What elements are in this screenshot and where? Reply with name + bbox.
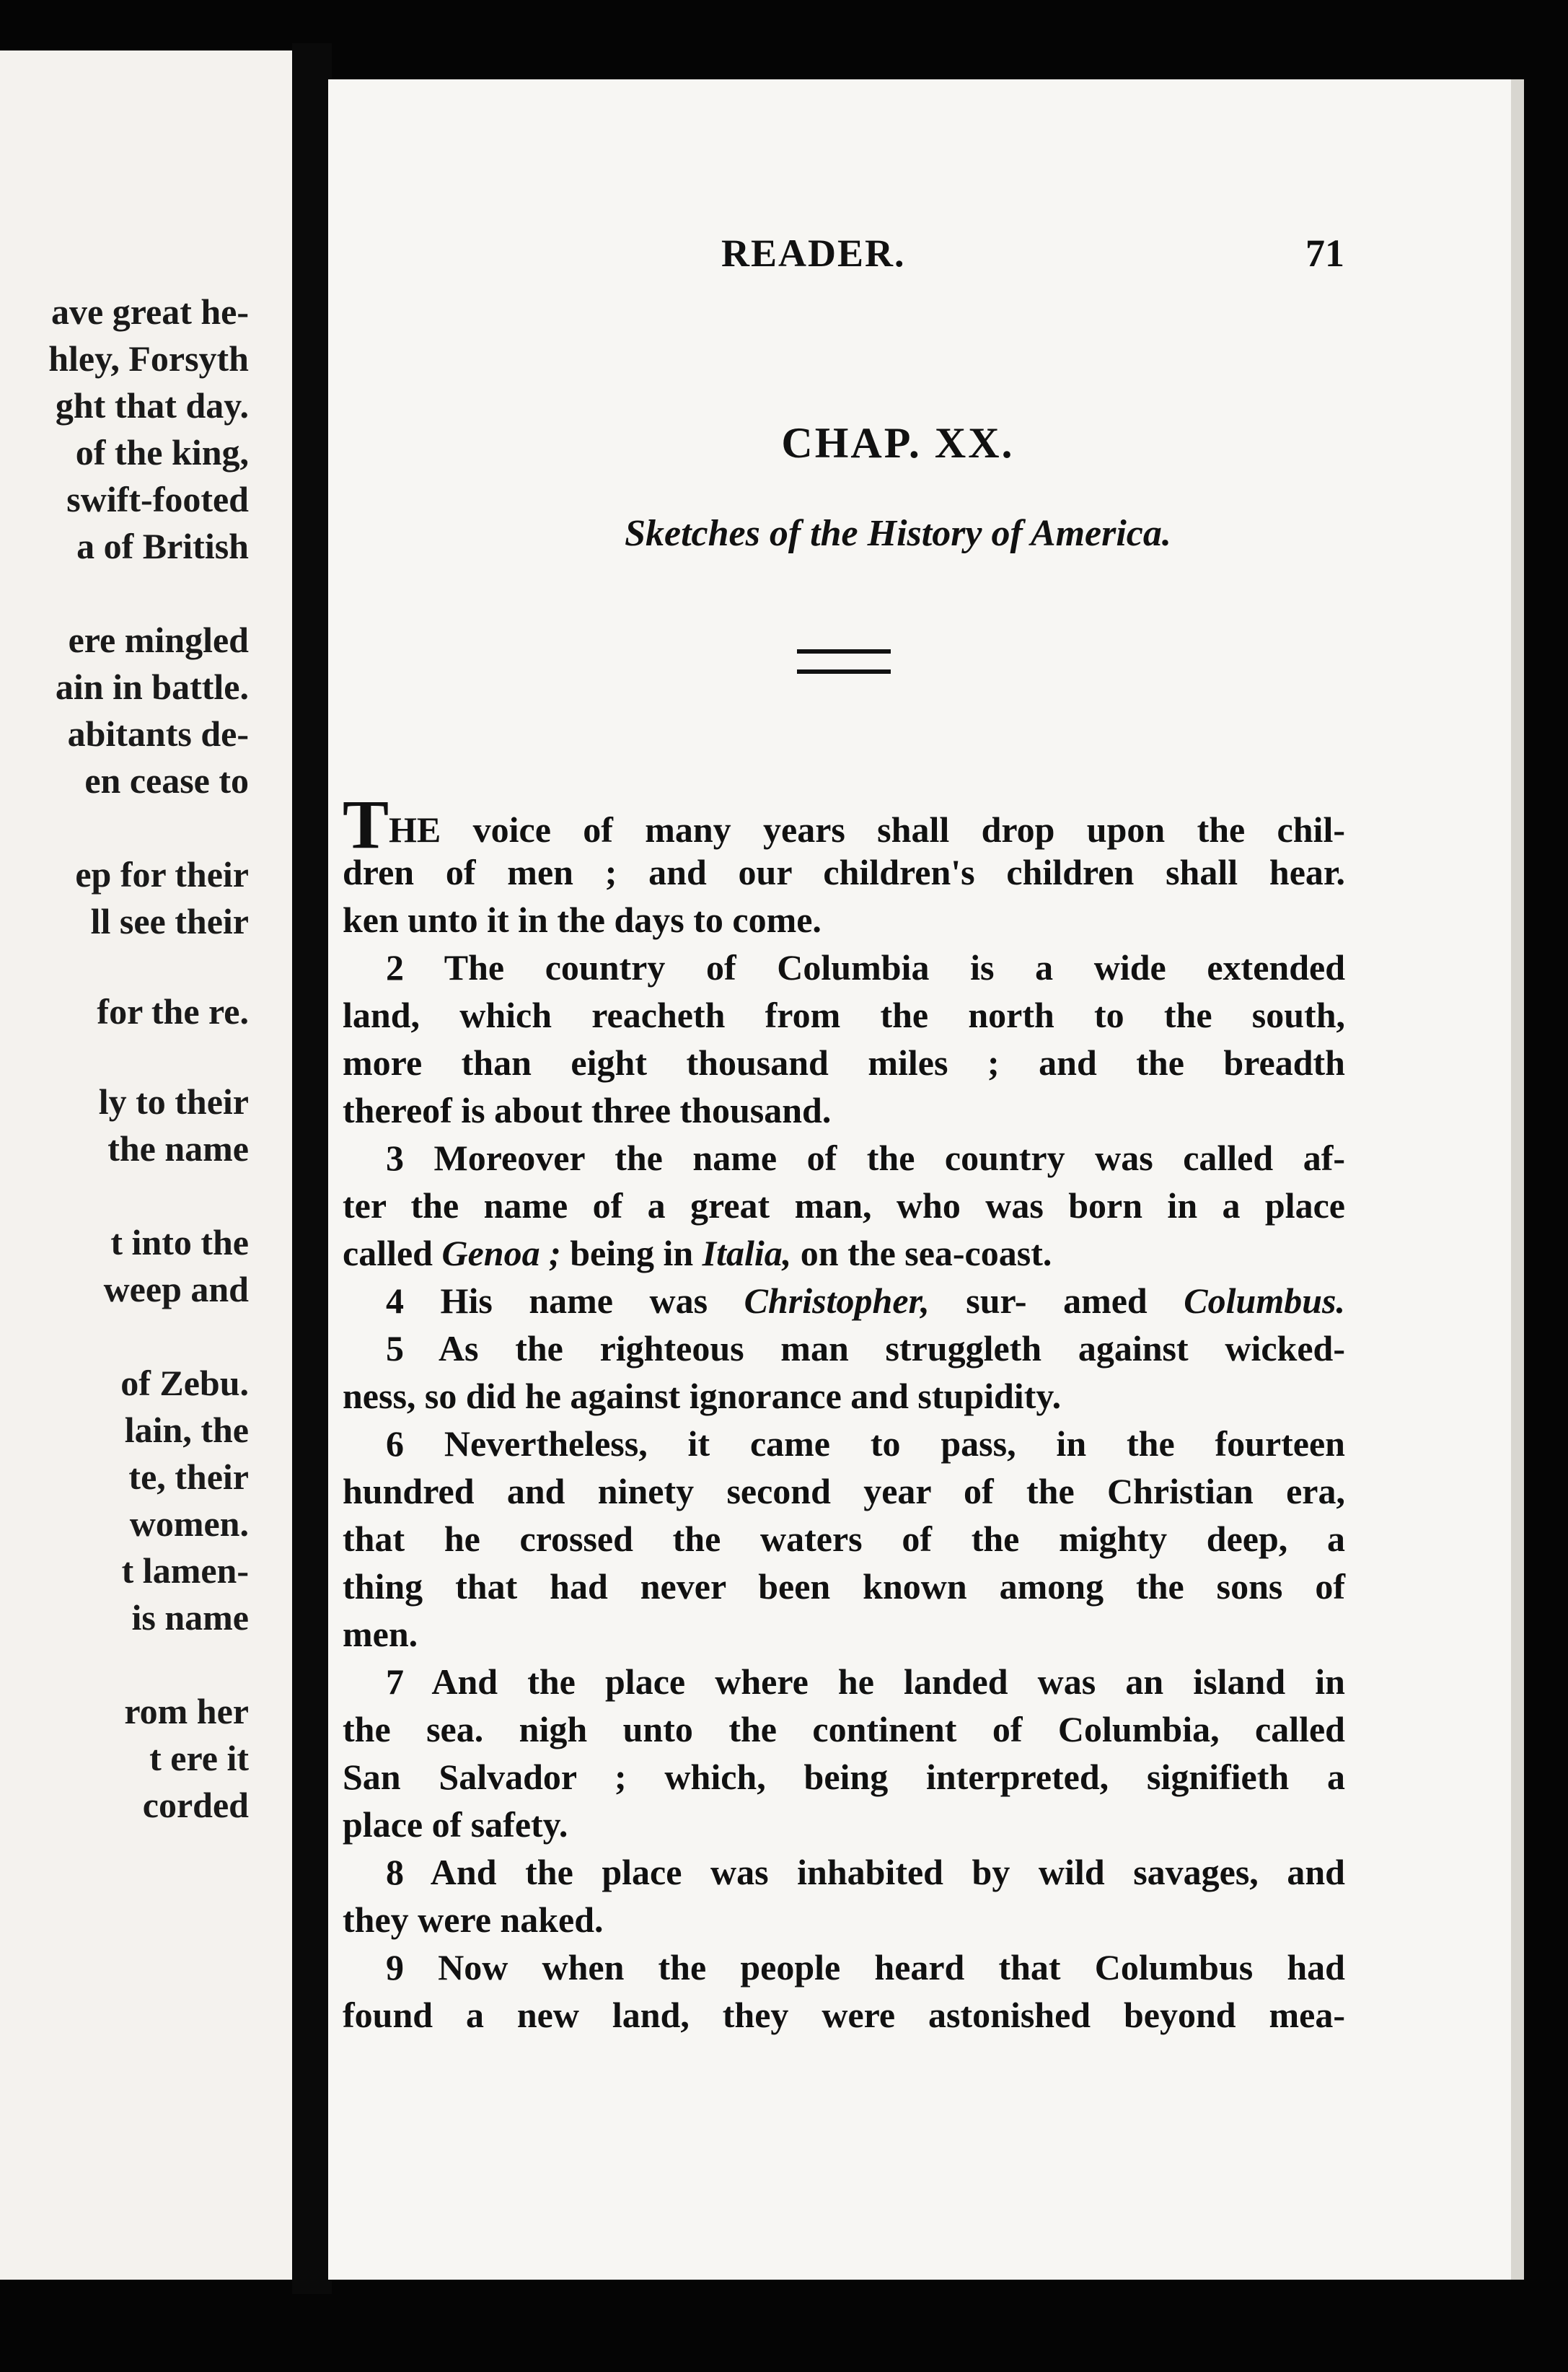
body-line [343, 944, 1345, 991]
body-line [343, 1039, 1345, 1086]
chapter-subtitle: Sketches of the History of America. [625, 513, 1171, 554]
body-line [343, 1753, 1345, 1801]
body-line-text: San Salvador ; which, being interpreted, signifieth a [343, 1757, 1345, 1797]
body-line-text: 9 Now when the people heard that Columbus had [386, 1947, 1345, 1987]
left-page-line: hley, Forsyth [48, 338, 249, 379]
italic-term: Columbus. [1184, 1281, 1345, 1321]
body-line-text: land, which reacheth from the north to the south, [343, 995, 1345, 1035]
body-line-text: thing that had never been known among the sons of [343, 1566, 1345, 1607]
left-page-line: ll see their [90, 901, 249, 941]
left-page-line: a of British [76, 526, 249, 566]
left-page-line: is name [131, 1597, 249, 1638]
left-page-line: rom her [124, 1691, 249, 1731]
body-line [343, 1372, 1345, 1420]
italic-term: Christopher, [744, 1281, 930, 1321]
body-line-text: ken unto it in the days to come. [343, 900, 822, 940]
left-page-line: ly to their [98, 1081, 249, 1122]
left-page-line: women. [129, 1503, 249, 1544]
left-page-line: te, their [128, 1457, 249, 1497]
body-line [343, 1801, 1345, 1848]
left-page-line: of Zebu. [120, 1363, 249, 1403]
body-line-text: they were naked. [343, 1899, 604, 1940]
left-page-line: weep and [103, 1269, 249, 1309]
body-line [343, 1563, 1345, 1610]
body-line-text: ter the name of a great man, who was born in a place [343, 1185, 1345, 1226]
ornamental-rule [797, 649, 891, 674]
body-line-text: the sea. nigh unto the continent of Columbia, called [343, 1709, 1345, 1749]
body-line [343, 786, 1345, 863]
left-page-line: t lamen- [121, 1550, 249, 1591]
left-page-line: t ere it [149, 1738, 249, 1778]
body-line [343, 896, 1345, 944]
left-page-line: lain, the [124, 1410, 249, 1450]
body-line-text: men. [343, 1614, 418, 1654]
body-line [343, 1420, 1345, 1467]
chapter-title: CHAP. XX. [781, 419, 1015, 467]
body-line [343, 1705, 1345, 1753]
body-line-text: sur- amed [929, 1281, 1184, 1321]
body-line [343, 1325, 1345, 1372]
body-line [343, 1182, 1345, 1229]
body-line-text: found a new land, they were astonished beyond mea- [343, 1995, 1345, 2035]
body-line-text: 5 As the righteous man struggleth against wicked- [386, 1328, 1345, 1369]
body-line [343, 991, 1345, 1039]
right-page [328, 79, 1524, 2280]
body-line-text: 6 Nevertheless, it came to pass, in the fourteen [386, 1423, 1345, 1464]
left-page-line: ain in battle. [55, 667, 249, 707]
body-line-text: on the sea-coast. [791, 1233, 1052, 1273]
left-page-line: the name [107, 1128, 249, 1169]
left-page-line: t into the [110, 1222, 249, 1262]
left-page-line: ave great he- [51, 291, 249, 332]
body-line-text: 7 And the place where he landed was an island in [386, 1661, 1345, 1702]
left-page-line: ght that day. [55, 385, 249, 426]
left-page-line: swift-footed [66, 479, 249, 519]
body-line [343, 1277, 1345, 1325]
body-line [343, 1229, 1345, 1277]
body-line [343, 1991, 1345, 2039]
body-line [343, 1515, 1345, 1563]
body-line-text: that he crossed the waters of the mighty deep, a [343, 1519, 1345, 1559]
running-head: READER. [721, 232, 906, 275]
left-page-line: ep for their [75, 854, 249, 895]
body-line-text: dren of men ; and our children's children shall hear. [343, 852, 1345, 892]
left-page-line: en cease to [84, 760, 249, 801]
drop-cap: T [343, 786, 389, 863]
body-line-text: being in [560, 1233, 702, 1273]
body-line-text: thereof is about three thousand. [343, 1090, 832, 1130]
left-page-line: of the king, [75, 432, 249, 473]
body-line-text: hundred and ninety second year of the Christian era, [343, 1471, 1345, 1511]
left-page-line: ere mingled [68, 620, 249, 660]
left-facing-page [0, 50, 292, 2280]
page-number: 71 [1305, 232, 1344, 275]
body-line [343, 1848, 1345, 1896]
body-line [343, 848, 1345, 896]
body-line [343, 1896, 1345, 1943]
body-line-text: ness, so did he against ignorance and stupidity. [343, 1376, 1062, 1416]
left-page-line: for the re. [97, 991, 249, 1032]
body-line-text: 4 His name was [386, 1281, 744, 1321]
body-line-text: 8 And the place was inhabited by wild savages, and [386, 1852, 1345, 1892]
body-line [343, 1610, 1345, 1658]
body-line-text: HE voice of many years shall drop upon the chil- [389, 809, 1345, 850]
body-line [343, 1467, 1345, 1515]
body-line [343, 1943, 1345, 1991]
left-page-line: corded [142, 1785, 249, 1825]
body-line [343, 1134, 1345, 1182]
body-line-text: 2 The country of Columbia is a wide extended [386, 947, 1345, 988]
body-line-text: place of safety. [343, 1804, 568, 1845]
book-gutter [292, 43, 332, 2294]
italic-term: Italia, [702, 1233, 792, 1273]
italic-term: Genoa ; [441, 1233, 561, 1273]
left-page-line: abitants de- [67, 713, 249, 754]
body-line [343, 1086, 1345, 1134]
body-line-text: more than eight thousand miles ; and the breadth [343, 1042, 1345, 1083]
body-line-text: 3 Moreover the name of the country was called af- [386, 1138, 1345, 1178]
body-line [343, 1658, 1345, 1705]
body-line-text: called [343, 1233, 442, 1273]
